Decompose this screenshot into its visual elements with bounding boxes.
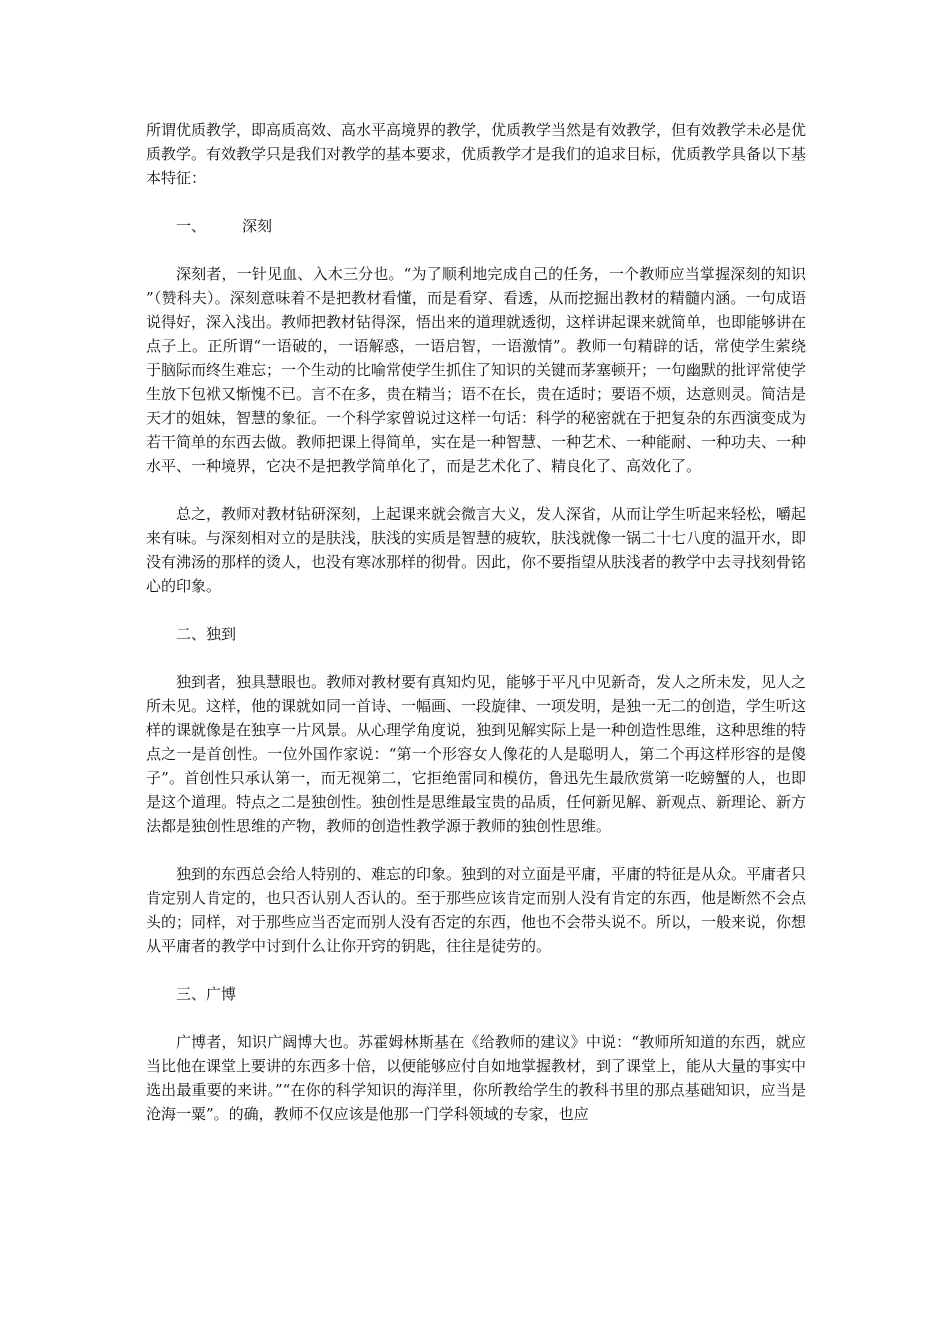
intro-paragraph: 所谓优质教学，即高质高效、高水平高境界的教学，优质教学当然是有效教学，但有效教学未必是优质教学。有效教学只是我们对教学的基本要求，优质教学才是我们的追求目标，优质教学具备以下基本特征： (146, 121, 807, 187)
body-paragraph: 总之，教师对教材钻研深刻，上起课来就会微言大义，发人深省，从而让学生听起来轻松，嚼起来有味。与深刻相对立的是肤浅，肤浅的实质是智慧的疲软，肤浅就像一锅二十七八度的温开水，即没有沸汤的那样的烫人，也没有寒冰那样的彻骨。因此，你不要指望从肤浅者的教学中去寻找刻骨铭心的印象。 (146, 505, 807, 595)
section-number: 一、 (176, 217, 207, 235)
section-title: 深刻 (242, 217, 273, 235)
section-heading-1 (146, 214, 806, 238)
body-paragraph: 独到的东西总会给人特别的、难忘的印象。独到的对立面是平庸，平庸的特征是从众。平庸者只肯定别人肯定的，也只否认别人否认的。至于那些应该肯定而别人没有肯定的东西，他是断然不会点头的；同样，对于那些应当否定而别人没有否定的东西，他也不会带头说不。所以，一般来说，你想从平庸者的教学中讨到什么让你开窍的钥匙，往往是徒劳的。 (146, 865, 807, 955)
body-paragraph: 深刻者，一针见血、入木三分也。“为了顺利地完成自己的任务，一个教师应当掌握深刻的知识”（赞科夫）。深刻意味着不是把教材看懂，而是看穿、看透，从而挖掘出教材的精髓内涵。一句成语说得好，深入浅出。教师把教材钻得深，悟出来的道理就透彻，这样讲起课来就简单，也即能够讲在点子上。正所谓“一语破的，一语解惑，一语启智，一语激情”。教师一句精辟的话，常使学生萦绕于脑际而终生难忘；一个生动的比喻常使学生抓住了知识的关键而茅塞顿开；一句幽默的批评常使学生放下包袱又惭愧不已。言不在多，贵在精当；语不在长，贵在适时；要语不烦，达意则灵。简洁是天才的姐妹，智慧的象征。一个科学家曾说过这样一句话：科学的秘密就在于把复杂的东西演变成为若干简单的东西去做。教师把课上得简单，实在是一种智慧、一种艺术、一种能耐、一种功夫、一种水平、一种境界，它决不是把教学简单化了，而是艺术化了、精良化了、高效化了。 (146, 265, 807, 475)
section-heading-3: 三、广博 (176, 985, 237, 1003)
document-body (146, 118, 806, 1150)
body-paragraph: 广博者，知识广阔博大也。苏霍姆林斯基在《给教师的建议》中说：“教师所知道的东西，就应当比他在课堂上要讲的东西多十倍，以便能够应付自如地掌握教材，到了课堂上，能从大量的事实中选出最重要的来讲。”“在你的科学知识的海洋里，你所教给学生的教科书里的那点基础知识，应当是沧海一粟”。的确，教师不仅应该是他那一门学科领域的专家，也应 (146, 1033, 807, 1123)
section-heading-2: 二、独到 (176, 625, 237, 643)
body-paragraph: 独到者，独具慧眼也。教师对教材要有真知灼见，能够于平凡中见新奇，发人之所未发，见人之所未见。这样，他的课就如同一首诗、一幅画、一段旋律、一项发明，是独一无二的创造，学生听这样的课就像是在独享一片风景。从心理学角度说，独到见解实际上是一种创造性思维，这种思维的特点之一是首创性。一位外国作家说：“第一个形容女人像花的人是聪明人，第二个再这样形容的是傻子”。首创性只承认第一，而无视第二，它拒绝雷同和模仿，鲁迅先生最欣赏第一吃螃蟹的人，也即是这个道理。特点之二是独创性。独创性是思维最宝贵的品质，任何新见解、新观点、新理论、新方法都是独创性思维的产物，教师的创造性教学源于教师的独创性思维。 (146, 673, 807, 835)
